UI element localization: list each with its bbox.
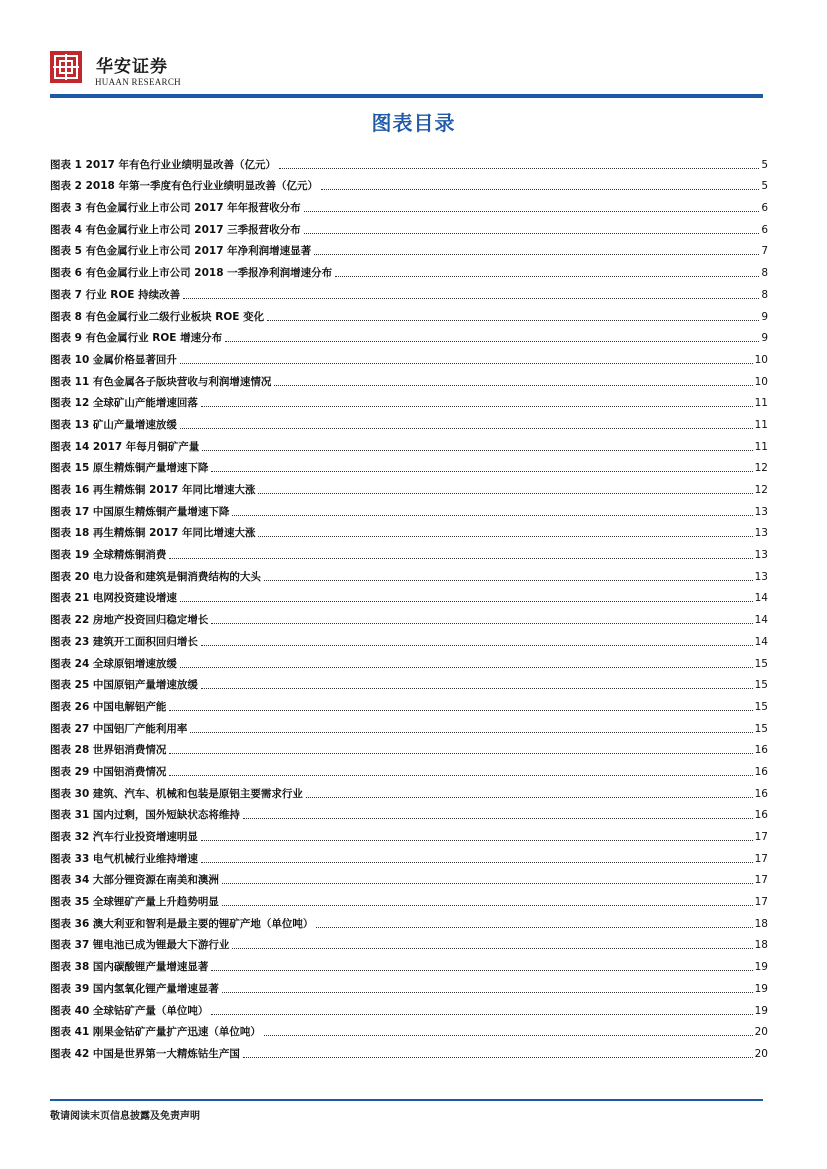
toc-dot-leader (304, 210, 760, 212)
toc-entry-label[interactable]: 图表 35 全球锂矿产量上升趋势明显 (50, 896, 219, 909)
toc-entry-page-number[interactable]: 20 (754, 1047, 768, 1060)
toc-entry-label[interactable]: 图表 36 澳大利亚和智利是最主要的锂矿产地（单位吨） (50, 917, 314, 930)
toc-dot-leader (243, 817, 753, 819)
toc-entry-page-number[interactable]: 16 (754, 765, 768, 778)
toc-dot-leader (314, 253, 759, 255)
toc-entry-label[interactable]: 图表 14 2017 年每月铜矿产量 (50, 440, 200, 453)
toc-entry-page-number[interactable]: 13 (754, 505, 768, 518)
toc-entry[interactable] (50, 280, 768, 302)
toc-entry[interactable] (50, 866, 768, 888)
toc-dot-leader (335, 275, 759, 277)
toc-entry-label[interactable]: 图表 3 有色金属行业上市公司 2017 年年报营收分布 (50, 202, 301, 215)
toc-entry-page-number[interactable]: 11 (754, 397, 768, 410)
toc-dot-leader (180, 600, 753, 602)
toc-entry[interactable] (50, 605, 768, 627)
toc-entry[interactable] (50, 844, 768, 866)
toc-dot-leader (222, 991, 753, 993)
toc-entry-page-number[interactable]: 19 (754, 982, 768, 995)
toc-entry-page-number[interactable]: 16 (754, 809, 768, 822)
toc-entry[interactable] (50, 497, 768, 519)
toc-dot-leader (211, 470, 752, 472)
toc-entry-label[interactable]: 图表 39 国内氢氧化锂产量增速显著 (50, 982, 219, 995)
toc-entry-label[interactable]: 图表 11 有色金属各子版块营收与利润增速情况 (50, 375, 272, 388)
toc-entry[interactable] (50, 692, 768, 714)
toc-dot-leader (211, 622, 752, 624)
toc-entry-page-number[interactable]: 15 (754, 700, 768, 713)
footer-divider (50, 1099, 763, 1101)
toc-entry[interactable] (50, 237, 768, 259)
toc-entry-page-number[interactable]: 12 (754, 484, 768, 496)
toc-dot-leader (211, 1013, 752, 1015)
toc-entry-label[interactable]: 图表 13 矿山产量增速放缓 (50, 418, 177, 431)
toc-entry[interactable] (50, 258, 768, 280)
toc-entry-label[interactable]: 图表 2 2018 年第一季度有色行业业绩明显改善（亿元） (50, 180, 318, 193)
toc-entry-page-number[interactable]: 12 (754, 462, 768, 475)
toc-dot-leader (180, 427, 753, 429)
toc-entry[interactable] (50, 671, 768, 693)
toc-dot-leader (169, 709, 752, 711)
toc-dot-leader (202, 449, 752, 451)
toc-entry-page-number[interactable]: 14 (754, 635, 768, 648)
toc-entry-page-number[interactable]: 10 (754, 353, 768, 366)
toc-dot-leader (190, 731, 752, 733)
toc-entry[interactable] (50, 302, 768, 324)
toc-entry[interactable] (50, 974, 768, 996)
toc-entry-label[interactable]: 图表 34 大部分锂资源在南美和澳洲 (50, 874, 219, 887)
toc-entry-label[interactable]: 图表 19 全球精炼铜消费 (50, 549, 167, 562)
table-of-figures (50, 150, 768, 1061)
toc-entry-page-number[interactable]: 5 (761, 158, 768, 171)
toc-entry-page-number[interactable]: 19 (754, 1004, 768, 1017)
toc-entry-label[interactable]: 图表 40 全球钴矿产量（单位吨） (50, 1004, 209, 1017)
toc-entry[interactable] (50, 1018, 768, 1040)
toc-entry[interactable] (50, 475, 768, 497)
toc-entry[interactable] (50, 345, 768, 367)
toc-entry-page-number[interactable]: 13 (754, 549, 768, 562)
toc-entry-label[interactable]: 图表 10 金属价格显著回升 (50, 353, 177, 366)
toc-entry[interactable] (50, 540, 768, 562)
toc-entry-label[interactable]: 图表 1 2017 年有色行业业绩明显改善（亿元） (50, 158, 276, 171)
toc-entry-label[interactable]: 图表 16 再生精炼铜 2017 年同比增速大涨 (50, 484, 256, 496)
toc-entry-label[interactable]: 图表 33 电气机械行业维持增速 (50, 852, 198, 865)
toc-entry[interactable] (50, 519, 768, 541)
toc-dot-leader (169, 557, 752, 559)
toc-entry-label[interactable]: 图表 37 锂电池已成为锂最大下游行业 (50, 939, 230, 952)
toc-entry-page-number[interactable]: 8 (761, 288, 768, 301)
toc-entry[interactable] (50, 215, 768, 237)
toc-dot-leader (316, 926, 752, 928)
toc-entry[interactable] (50, 1039, 768, 1061)
toc-entry[interactable] (50, 996, 768, 1018)
toc-entry-page-number[interactable]: 17 (754, 896, 768, 909)
toc-entry-page-number[interactable]: 8 (761, 267, 768, 280)
toc-entry[interactable] (50, 714, 768, 736)
toc-dot-leader (264, 579, 753, 581)
toc-entry-page-number[interactable]: 11 (754, 418, 768, 431)
toc-entry-page-number[interactable]: 16 (754, 744, 768, 757)
toc-entry-label[interactable]: 图表 18 再生精炼铜 2017 年同比增速大涨 (50, 527, 256, 540)
toc-entry[interactable] (50, 324, 768, 346)
toc-dot-leader (222, 904, 753, 906)
toc-dot-leader (201, 644, 753, 646)
toc-entry-label[interactable]: 图表 5 有色金属行业上市公司 2017 年净利润增速显著 (50, 245, 312, 258)
toc-entry-page-number[interactable]: 6 (761, 202, 768, 215)
toc-dot-leader (243, 1056, 753, 1058)
header-divider (50, 94, 763, 98)
toc-dot-leader (264, 1034, 753, 1036)
toc-entry-page-number[interactable]: 10 (754, 375, 768, 388)
toc-dot-leader (201, 405, 753, 407)
toc-dot-leader (169, 752, 752, 754)
toc-entry-label[interactable]: 图表 20 电力设备和建筑是铜消费结构的大头 (50, 570, 261, 583)
toc-entry-label[interactable]: 图表 15 原生精炼铜产量增速下降 (50, 462, 209, 475)
toc-entry-label[interactable]: 图表 22 房地产投资回归稳定增长 (50, 614, 209, 627)
toc-entry-page-number[interactable]: 9 (761, 310, 768, 323)
toc-entry-label[interactable]: 图表 32 汽车行业投资增速明显 (50, 831, 198, 843)
toc-dot-leader (321, 188, 759, 190)
toc-entry-label[interactable]: 图表 41 刚果金钴矿产量扩产迅速（单位吨） (50, 1026, 261, 1039)
toc-entry-label[interactable]: 图表 23 建筑开工面积回归增长 (50, 635, 198, 648)
toc-dot-leader (232, 514, 752, 516)
toc-entry[interactable] (50, 909, 768, 931)
toc-entry-page-number[interactable]: 20 (754, 1026, 768, 1039)
toc-dot-leader (274, 384, 752, 386)
toc-entry-page-number[interactable]: 15 (754, 657, 768, 670)
toc-entry[interactable] (50, 193, 768, 215)
toc-entry[interactable] (50, 952, 768, 974)
toc-entry-label[interactable]: 图表 26 中国电解铝产能 (50, 700, 167, 713)
page-header (0, 0, 827, 100)
toc-dot-leader (201, 861, 753, 863)
toc-entry[interactable] (50, 389, 768, 411)
footer-disclaimer: 敬请阅读末页信息披露及免责声明 (50, 1111, 200, 1122)
toc-entry[interactable] (50, 562, 768, 584)
toc-dot-leader (304, 232, 760, 234)
toc-dot-leader (232, 947, 752, 949)
toc-entry[interactable] (50, 172, 768, 194)
toc-entry[interactable] (50, 757, 768, 779)
brand-name-en: HUAAN RESEARCH (95, 77, 181, 87)
toc-entry-label[interactable]: 图表 12 全球矿山产能增速回落 (50, 397, 198, 410)
toc-dot-leader (222, 882, 753, 884)
toc-entry-page-number[interactable]: 11 (754, 440, 768, 453)
toc-entry-page-number[interactable]: 17 (754, 874, 768, 887)
toc-entry-page-number[interactable]: 7 (761, 245, 768, 258)
toc-entry-label[interactable]: 图表 6 有色金属行业上市公司 2018 一季报净利润增速分布 (50, 267, 333, 280)
toc-entry-label[interactable]: 图表 42 中国是世界第一大精炼钴生产国 (50, 1047, 240, 1060)
toc-entry[interactable] (50, 779, 768, 801)
toc-entry-label[interactable]: 图表 9 有色金属行业 ROE 增速分布 (50, 332, 223, 345)
toc-dot-leader (169, 774, 752, 776)
toc-entry-page-number[interactable]: 5 (761, 180, 768, 193)
toc-entry-page-number[interactable]: 16 (754, 787, 768, 800)
toc-entry-label[interactable]: 图表 17 中国原生精炼铜产量增速下降 (50, 505, 230, 518)
toc-entry-label[interactable]: 图表 38 国内碳酸锂产量增速显著 (50, 961, 209, 974)
toc-entry-page-number[interactable]: 13 (754, 570, 768, 583)
toc-dot-leader (225, 340, 759, 342)
toc-dot-leader (267, 319, 759, 321)
toc-entry-page-number[interactable]: 18 (754, 917, 768, 930)
toc-entry[interactable] (50, 627, 768, 649)
toc-entry-label[interactable]: 图表 28 世界铝消费情况 (50, 744, 167, 757)
toc-dot-leader (258, 535, 752, 537)
toc-entry-label[interactable]: 图表 24 全球原铝增速放缓 (50, 657, 177, 670)
toc-entry[interactable] (50, 931, 768, 953)
toc-entry-page-number[interactable]: 18 (754, 939, 768, 952)
toc-entry[interactable] (50, 822, 768, 844)
toc-dot-leader (201, 839, 753, 841)
toc-entry-page-number[interactable]: 17 (754, 852, 768, 865)
toc-entry[interactable] (50, 367, 768, 389)
toc-entry-page-number[interactable]: 14 (754, 614, 768, 627)
toc-entry-page-number[interactable]: 17 (754, 831, 768, 843)
toc-dot-leader (306, 796, 753, 798)
toc-entry-page-number[interactable]: 14 (754, 592, 768, 605)
toc-entry-page-number[interactable]: 15 (754, 679, 768, 692)
toc-dot-leader (180, 362, 753, 364)
huaan-logo-icon (50, 51, 82, 83)
toc-dot-leader (180, 666, 753, 668)
toc-entry-label[interactable]: 图表 29 中国铝消费情况 (50, 765, 167, 778)
toc-entry[interactable] (50, 649, 768, 671)
toc-entry[interactable] (50, 801, 768, 823)
toc-dot-leader (279, 167, 759, 169)
toc-dot-leader (258, 492, 752, 494)
toc-entry[interactable] (50, 150, 768, 172)
toc-entry-label[interactable]: 图表 8 有色金属行业二级行业板块 ROE 变化 (50, 310, 265, 323)
toc-entry-label[interactable]: 图表 27 中国铝厂产能利用率 (50, 722, 188, 735)
toc-entry[interactable] (50, 584, 768, 606)
toc-dot-leader (201, 687, 753, 689)
toc-entry[interactable] (50, 410, 768, 432)
toc-dot-leader (183, 297, 759, 299)
brand-name-cn: 华安证券 (96, 57, 168, 77)
toc-entry-label[interactable]: 图表 4 有色金属行业上市公司 2017 三季报营收分布 (50, 223, 301, 236)
toc-entry[interactable] (50, 736, 768, 758)
toc-entry[interactable] (50, 454, 768, 476)
toc-entry-page-number[interactable]: 19 (754, 961, 768, 974)
toc-entry-label[interactable]: 图表 31 国内过剩，国外短缺状态将维持 (50, 809, 240, 822)
toc-entry-page-number[interactable]: 13 (754, 527, 768, 540)
toc-entry-page-number[interactable]: 9 (761, 332, 768, 345)
toc-dot-leader (211, 969, 752, 971)
toc-entry-label[interactable]: 图表 21 电网投资建设增速 (50, 592, 177, 605)
toc-entry-label[interactable]: 图表 7 行业 ROE 持续改善 (50, 288, 181, 301)
page-title: 图表目录 (371, 111, 456, 135)
toc-entry-page-number[interactable]: 15 (754, 722, 768, 735)
toc-entry-label[interactable]: 图表 25 中国原铝产量增速放缓 (50, 679, 198, 692)
toc-entry-page-number[interactable]: 6 (761, 223, 768, 236)
toc-entry-label[interactable]: 图表 30 建筑、汽车、机械和包装是原铝主要需求行业 (50, 787, 303, 800)
toc-entry[interactable] (50, 432, 768, 454)
toc-entry[interactable] (50, 887, 768, 909)
